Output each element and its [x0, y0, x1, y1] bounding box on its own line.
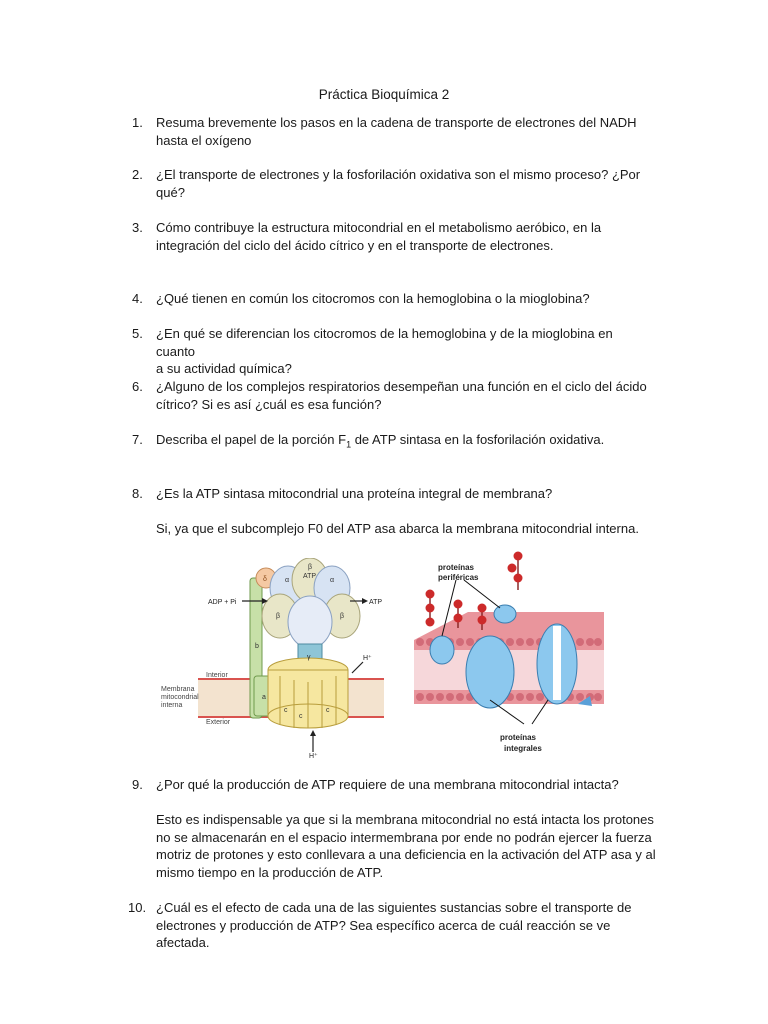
c-label: c	[299, 713, 303, 720]
question-text-line: ¿Qué tienen en común los citocromos con la hemoglobina o la mioglobina?	[156, 291, 590, 306]
question-number: 3.	[132, 220, 143, 235]
atp-out-label: ATP	[369, 599, 383, 606]
question-text: de ATP sintasa en la fosforilación oxidativa.	[351, 432, 605, 447]
interior-label: Interior	[206, 672, 228, 679]
question-text-line: ¿Cuál es el efecto de cada una de las siguientes sustancias sobre el transporte de	[156, 900, 632, 915]
membrane-label: Membrana	[161, 686, 195, 693]
subscript: 1	[346, 439, 352, 450]
integral-protein	[430, 636, 454, 664]
delta-label: δ	[263, 576, 267, 583]
question-number: 10.	[128, 900, 147, 915]
exterior-label: Exterior	[206, 719, 231, 726]
question-number: 7.	[132, 432, 143, 447]
question-text-line: ¿Alguno de los complejos respiratorios desempeñan una función en el ciclo del ácido	[156, 379, 647, 394]
question-text-line: ¿En qué se diferencian los citocromos de la hemoglobina y de la mioglobina en cuanto	[156, 326, 613, 359]
beta-label: β	[308, 564, 313, 571]
question-text-line: electrones y producción de ATP? Sea específico acerca de cuál reacción se ve afectada.	[156, 917, 611, 950]
atp-arrowhead	[362, 598, 368, 604]
question-text-line: Resuma brevemente los pasos en la cadena de transporte de electrones del NADH	[156, 115, 637, 130]
atp-top-label: ATP	[303, 573, 317, 580]
question-4	[132, 290, 652, 308]
question-10	[128, 899, 652, 952]
b-label: b	[255, 643, 259, 650]
peripheral-protein	[494, 605, 516, 623]
c-label: c	[326, 707, 330, 714]
gamma-label: γ	[307, 654, 311, 661]
alpha-label: α	[285, 577, 290, 584]
membrane-proteins-diagram	[408, 550, 604, 760]
question-7	[132, 431, 652, 454]
question-number: 9.	[132, 777, 143, 792]
answer-9	[156, 811, 656, 881]
question-number: 8.	[132, 486, 143, 501]
c-label: c	[284, 707, 288, 714]
question-text-line: hasta el oxígeno	[156, 132, 252, 148]
question-text-line: a su actividad química?	[156, 361, 292, 376]
question-text-line: ¿El transporte de electrones y la fosforilación oxidativa son el mismo proceso? ¿Por	[156, 167, 641, 182]
question-8	[132, 485, 652, 503]
membrane-label: mitocondrial	[161, 694, 199, 701]
answer-line: mismo tiempo en la producción de ATP.	[156, 864, 384, 880]
question-text-line: cítrico? Si es así ¿cuál es esa función?	[156, 396, 382, 412]
integral-protein	[466, 636, 514, 708]
answer-line: no se almacenarán en el espacio intermembrana por ende no podrán ejercer la fuerza	[156, 829, 652, 845]
adp-label: ADP + Pi	[208, 599, 237, 606]
question-number: 4.	[132, 291, 143, 306]
question-text-line: integración del ciclo del ácido cítrico y en el transporte de electrones.	[156, 237, 554, 253]
question-text-line: ¿Por qué la producción de ATP requiere de una membrana mitocondrial intacta?	[156, 777, 619, 792]
hplus-bottom-label: H⁺	[309, 753, 318, 758]
gamma-head	[288, 596, 332, 648]
question-1	[132, 114, 652, 149]
peripheral-label: proteínas	[438, 563, 475, 572]
atp-synthase-diagram	[158, 558, 384, 758]
question-9	[132, 776, 652, 794]
answer-8: Si, ya que el subcomplejo F0 del ATP asa abarca la membrana mitocondrial interna.	[156, 521, 639, 536]
beta-label: β	[340, 613, 345, 620]
question-3	[132, 219, 652, 254]
integral-label: proteínas	[500, 733, 537, 742]
beta-label: β	[276, 613, 281, 620]
question-number: 6.	[132, 379, 143, 394]
question-text-line: qué?	[156, 184, 185, 200]
peripheral-label: periféricas	[438, 573, 479, 582]
protein-channel	[553, 626, 561, 700]
integral-label: integrales	[504, 744, 542, 753]
page-title: Práctica Bioquímica 2	[318, 87, 450, 102]
question-6	[132, 378, 652, 413]
a-label: a	[262, 694, 266, 701]
question-text-line: ¿Es la ATP sintasa mitocondrial una proteína integral de membrana?	[156, 486, 553, 501]
alpha-label: α	[330, 577, 335, 584]
hplus-top-label: H⁺	[363, 655, 372, 662]
answer-line: Esto es indispensable ya que si la membrana mitocondrial no está intacta los protones	[156, 812, 654, 827]
question-text-line: Cómo contribuye la estructura mitocondrial en el metabolismo aeróbico, en la	[156, 220, 602, 235]
question-text: Describa el papel de la porción F	[156, 432, 347, 447]
proton-arrowhead	[310, 730, 316, 736]
question-number: 1.	[132, 115, 143, 130]
question-2	[132, 166, 652, 201]
question-number: 2.	[132, 167, 143, 182]
question-number: 5.	[132, 326, 143, 341]
answer-line: motriz de protones y esto conllevara a una deficiencia en la activación del ATP asa y al	[156, 847, 656, 862]
question-5	[132, 325, 652, 378]
proton-arrow-top	[352, 662, 363, 673]
membrane-label: interna	[161, 702, 183, 709]
